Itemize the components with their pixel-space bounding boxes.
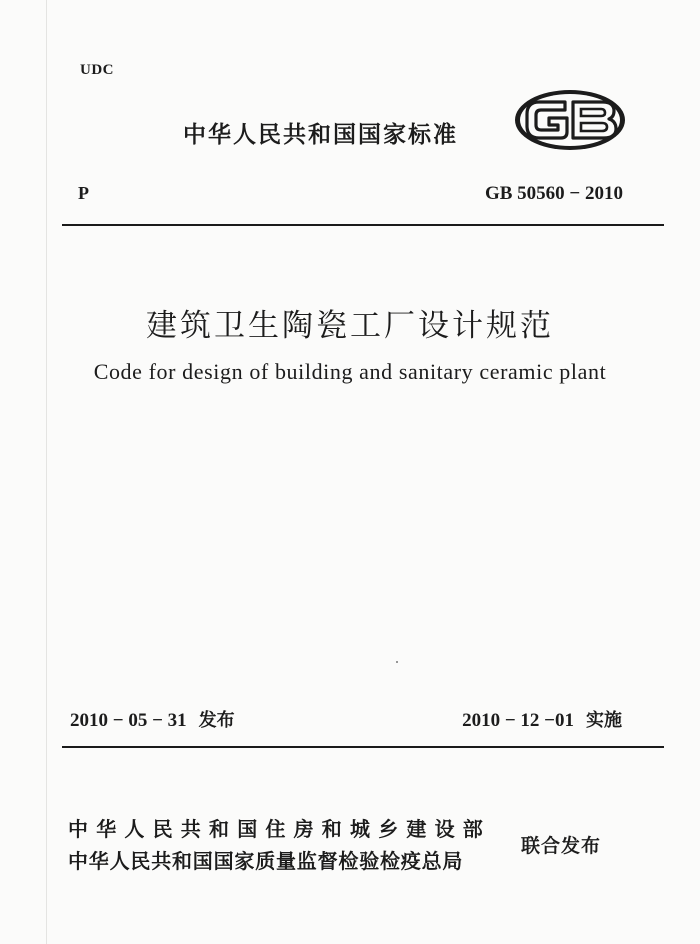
category-code: P (78, 183, 89, 203)
issuer-ministry-housing: 中华人民共和国住房和城乡建设部 (68, 817, 491, 841)
issuer-aqsiq: 中华人民共和国国家质量监督检验检疫总局 (68, 849, 464, 873)
document-title-chinese: 建筑卫生陶瓷工厂设计规范 (146, 308, 554, 344)
page-fold-line (46, 0, 47, 944)
gb-national-standard-logo (513, 88, 627, 152)
implementation-date-row (462, 706, 622, 732)
udc-label: UDC (80, 62, 114, 78)
issue-date-row (70, 706, 235, 732)
bottom-divider (62, 746, 664, 748)
issue-date: 2010 − 05 − 31 (70, 710, 187, 731)
svg-text:GB: GB (513, 88, 515, 89)
implementation-date: 2010 − 12 −01 (462, 710, 574, 731)
standard-number: GB 50560 − 2010 (484, 183, 623, 204)
scan-speck (396, 661, 398, 663)
document-title-english: Code for design of building and sanitary ceramic plant (93, 359, 607, 384)
implementation-label: 实施 (586, 710, 622, 731)
joint-issue-label: 联合发布 (521, 835, 602, 857)
issue-label: 发布 (198, 710, 235, 731)
top-divider (62, 224, 664, 226)
standard-type-title: 中华人民共和国国家标准 (183, 122, 458, 148)
